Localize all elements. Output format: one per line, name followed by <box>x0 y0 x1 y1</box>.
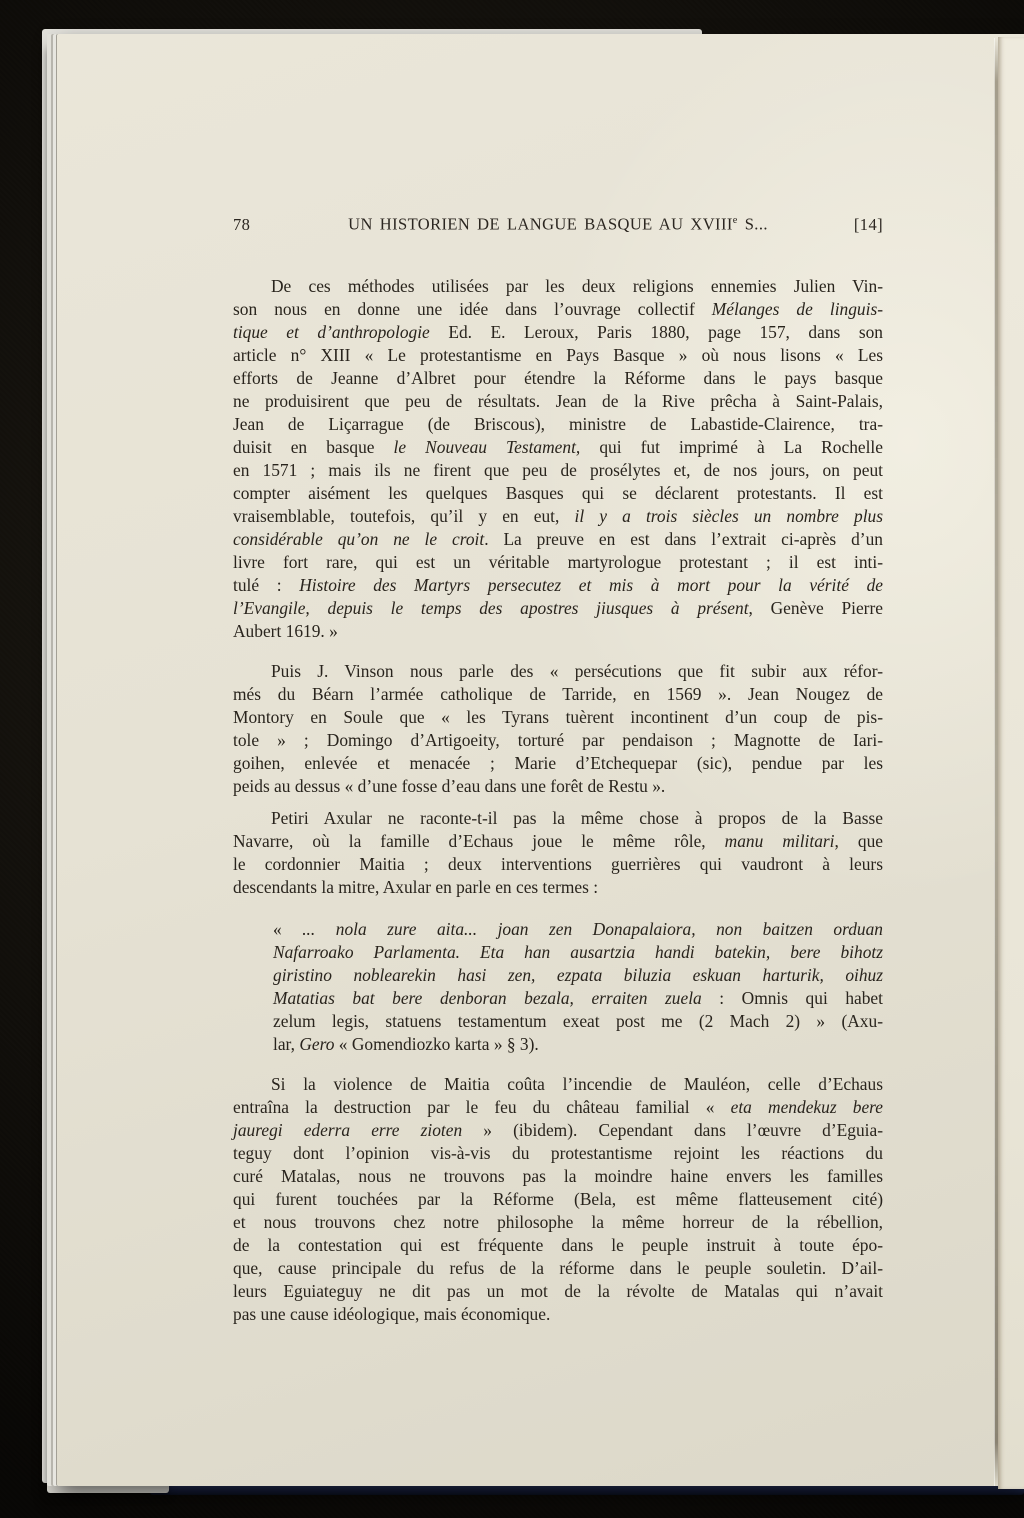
text-line: Si la violence de Maitia coûta l’incendie de Mauléon, celle d’Echaus <box>271 1073 883 1094</box>
text-line: de la contestation qui est fréquente dans le peuple instruit à toute épo- <box>233 1234 883 1255</box>
book-gutter <box>994 38 998 1486</box>
page-number: 78 <box>233 214 251 234</box>
text-line: Matatias bat bere denboran bezala, erraiten zuela : Omnis qui habet <box>273 987 883 1008</box>
text-line: Jean de Liçarrague (de Briscous), ministre de Labastide-Clairence, tra- <box>233 413 883 434</box>
facing-page-edge <box>998 37 1024 1489</box>
paragraph <box>233 1073 883 1326</box>
text-line: zelum legis, statuens testamentum exeat post me (2 Mach 2) » (Axu- <box>273 1010 883 1031</box>
text-line: compter aisément les quelques Basques qui se déclarent protestants. Il est <box>233 482 883 503</box>
text-line: et nous trouvons chez notre philosophe la même horreur de la rébellion, <box>233 1211 883 1232</box>
paragraph <box>233 660 883 798</box>
text-line: vraisemblable, toutefois, qu’il y en eut, il y a trois siècles un nombre plus <box>233 505 884 526</box>
text-line: tique et d’anthropologie Ed. E. Leroux, Paris 1880, page 157, dans son <box>233 321 883 342</box>
text-line: més du Béarn l’armée catholique de Tarride, en 1569 ». Jean Nougez de <box>233 683 883 704</box>
text-line: peids au dessus « d’une fosse d’eau dans une forêt de Restu ». <box>233 775 666 796</box>
paragraph <box>233 807 883 899</box>
paragraph <box>233 275 883 643</box>
text-line: Puis J. Vinson nous parle des « persécutions que fit subir aux réfor- <box>271 660 883 681</box>
text-line: Nafarroako Parlamenta. Eta han ausartzia handi batekin, bere bihotz <box>273 941 883 962</box>
text-line: teguy dont l’opinion vis-à-vis du protestantisme rejoint les réactions du <box>233 1142 883 1163</box>
block-quote <box>273 918 883 1056</box>
text-line: goihen, enlevée et menacée ; Marie d’Etchequepar (sic), pendue par les <box>233 752 883 773</box>
text-line: jauregi ederra erre zioten » (ibidem). Cependant dans l’œuvre d’Eguia- <box>233 1119 883 1140</box>
text-line: tulé : Histoire des Martyrs persecutez et mis à mort pour la vérité de <box>233 574 883 595</box>
text-line: descendants la mitre, Axular en parle en ces termes : <box>233 876 599 897</box>
text-line: livre fort rare, qui est un véritable martyrologue protestant ; il est inti- <box>233 551 883 572</box>
text-line: que, cause principale du refus de la réforme dans le peuple souletin. D’ail- <box>233 1257 883 1278</box>
text-line: Montory en Soule que « les Tyrans tuèrent incontinent d’un coup de pis- <box>233 706 883 727</box>
text-line: duisit en basque le Nouveau Testament, qui fut imprimé à La Rochelle <box>233 436 883 457</box>
text-line: « ... nola zure aita... joan zen Donapalaiora, non baitzen orduan <box>273 918 883 939</box>
text-line: leurs Eguiateguy ne dit pas un mot de la révolte de Matalas qui n’avait <box>233 1280 883 1301</box>
text-line: le cordonnier Maitia ; deux interventions guerrières qui vaudront à leurs <box>233 853 883 874</box>
text-line: considérable qu’on ne le croit. La preuve en est dans l’extrait ci-après d’un <box>233 528 883 549</box>
ordinal-superscript: e <box>732 215 738 226</box>
text-line: entraîna la destruction par le feu du château familial « eta mendekuz bere <box>233 1096 884 1117</box>
running-header <box>233 209 883 236</box>
text-line: en 1571 ; mais ils ne firent que peu de prosélytes et, de nos jours, on peut <box>233 459 883 480</box>
text-line: pas une cause idéologique, mais économique. <box>233 1303 551 1324</box>
text-line: Aubert 1619. » <box>233 620 338 641</box>
body-text <box>233 275 883 1326</box>
text-line: ne produisirent que peu de résultats. Jean de la Rive prêcha à Saint-Palais, <box>233 390 883 411</box>
text-line: lar, Gero « Gomendiozko karta » § 3). <box>273 1033 539 1054</box>
page-content <box>233 209 883 1326</box>
text-line: Petiri Axular ne raconte-t-il pas la même chose à propos de la Basse <box>271 807 883 828</box>
running-title: UN HISTORIEN DE LANGUE BASQUE AU XVIIIe S... <box>348 214 768 234</box>
text-line: De ces méthodes utilisées par les deux religions ennemies Julien Vin- <box>271 275 883 296</box>
text-line: tole » ; Domingo d’Artigoeity, torturé par pendaison ; Magnotte de Iari- <box>233 729 883 750</box>
text-line: curé Matalas, nous ne trouvons pas la moindre haine envers les familles <box>233 1165 883 1186</box>
book-page <box>57 34 1024 1486</box>
text-line: giristino noblearekin hasi zen, ezpata biluzia eskuan harturik, oihuz <box>273 964 883 985</box>
text-line: efforts de Jeanne d’Albret pour étendre la Réforme dans le pays basque <box>233 367 883 388</box>
folio-number: [14] <box>853 214 883 234</box>
text-line: article n° XIII « Le protestantisme en Pays Basque » où nous lisons « Les <box>233 344 883 365</box>
text-line: qui furent touchées par la Réforme (Bela, est même flatteusement cité) <box>233 1188 883 1209</box>
text-line: l’Evangile, depuis le temps des apostres jiusques à présent, Genève Pierre <box>233 597 883 618</box>
text-line: Navarre, où la famille d’Echaus joue le même rôle, manu militari, que <box>233 830 883 851</box>
text-line: son nous en donne une idée dans l’ouvrage collectif Mélanges de linguis- <box>233 298 884 319</box>
